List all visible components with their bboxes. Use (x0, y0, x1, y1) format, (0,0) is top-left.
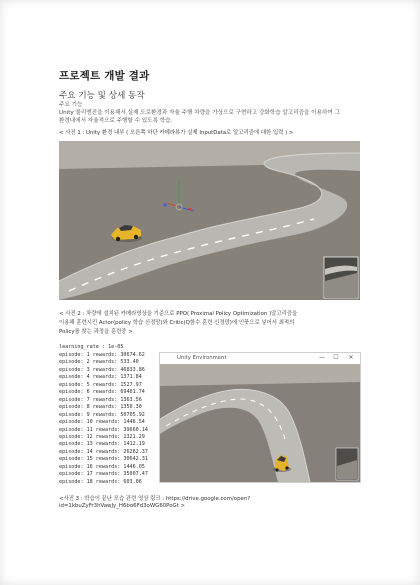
log-line: episode: 11 rewards: 39660.14 (59, 426, 148, 433)
unity-environment-window (159, 352, 361, 483)
close-button[interactable]: ✕ (348, 354, 354, 361)
unity-scene-screenshot (59, 141, 360, 300)
log-line: episode: 15 rewards: 30642.31 (59, 456, 148, 463)
log-line: episode: 5 rewards: 1527.97 (59, 381, 142, 388)
paragraph-line-2: 환경내에서 자율적으로 주행할 수 있도록 학습. (59, 118, 173, 124)
training-log (59, 352, 148, 486)
log-line: episode: 12 rewards: 1321.29 (59, 433, 145, 440)
log-line: episode: 8 rewards: 1350.30 (59, 404, 142, 411)
log-line: episode: 14 rewards: 26262.37 (59, 448, 148, 455)
unity-app-icon (165, 356, 172, 362)
caption-2-line-3: Policy를 찾는 과정을 훈련중 > (59, 329, 133, 335)
page-title: 프로젝트 개발 결과 (59, 70, 150, 82)
log-line: episode: 10 rewards: 1446.54 (59, 419, 145, 426)
paragraph-line-1: Unity 물리엔진을 이용해서 실제 도로환경과 자율 주행 차량을 가상으로 구현하고 강화학습 알고리즘을 이용하여 그 (59, 110, 340, 116)
maximize-button[interactable]: ☐ (333, 354, 339, 361)
caption-3-line-1: <사진 3 : 학습이 끝난 모습 관련 영상 링크 : https://drive.google.com/open? (59, 496, 251, 502)
log-line: episode: 6 rewards: 69401.74 (59, 389, 145, 396)
subheading: 주요 기능 (59, 102, 83, 108)
caption-3-line-2: id=1kbuZyFr3hVawJy_H6bo6Fd3oWG60PoGt > (59, 503, 186, 509)
log-line: episode: 4 rewards: 1371.84 (59, 374, 142, 381)
log-header: learning_rate : 1e-05 (59, 344, 124, 350)
log-line: episode: 16 rewards: 1446.05 (59, 463, 145, 470)
window-title: Unity Environment (177, 355, 227, 361)
log-line: episode: 2 rewards: 533.40 (59, 359, 139, 366)
log-line: episode: 7 rewards: 1363.56 (59, 396, 142, 403)
section-heading: 주요 기능 및 상세 동작 (59, 91, 145, 101)
log-line: episode: 3 rewards: 46833.86 (59, 366, 145, 373)
minimize-button[interactable]: — (319, 354, 325, 361)
window-viewport (160, 364, 360, 482)
log-line: episode: 9 rewards: 50705.92 (59, 411, 145, 418)
caption-2-line-2: 이용해 훈련시킨 Actor(policy 학습 신경망)와 Critic(Q함수 훈련 신경망)에 인풋으로 넣어서 최적의 (59, 320, 295, 326)
caption-2-line-1: < 사진 2 : 차량에 설치된 카메라영상을 기준으로 PPO( Proximal Policy Optimization )알고리즘을 (59, 311, 298, 317)
log-line: episode: 17 rewards: 35007.47 (59, 471, 148, 478)
log-line: episode: 1 rewards: 30674.62 (59, 352, 145, 358)
log-line: episode: 13 rewards: 1412.19 (59, 441, 145, 448)
log-line: episode: 18 rewards: 603.06 (59, 478, 142, 485)
caption-1: < 사진 1 : Unity 환경 내부 ( 오른쪽 하단 카메라뷰가 실제 InputData로 알고리즘에 대한 입력 ) > (59, 130, 294, 136)
